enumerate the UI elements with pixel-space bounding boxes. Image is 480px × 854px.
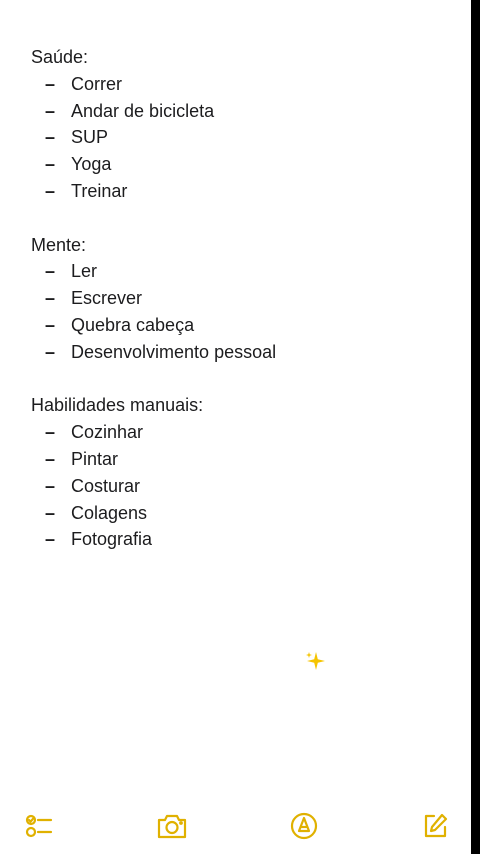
- screen-edge: [471, 0, 480, 854]
- list-item: – Quebra cabeça: [31, 312, 461, 339]
- compose-icon: [420, 811, 450, 841]
- markup-pen-icon: [289, 811, 319, 841]
- bottom-toolbar: [0, 800, 471, 854]
- list-item: – Correr: [31, 71, 461, 98]
- dash-bullet: –: [44, 448, 55, 469]
- section-mind: [31, 232, 461, 366]
- list-item: – Pintar: [31, 446, 461, 473]
- list-item: – Cozinhar: [31, 419, 461, 446]
- compose-button[interactable]: [419, 810, 451, 842]
- sparkle-icon: [305, 650, 327, 672]
- list-item: – SUP: [31, 124, 461, 151]
- dash-bullet: –: [44, 288, 55, 309]
- camera-icon: [156, 811, 188, 841]
- checklist-button[interactable]: [23, 810, 55, 842]
- camera-button[interactable]: [156, 810, 188, 842]
- list-item: – Escrever: [31, 285, 461, 312]
- list-item: – Desenvolvimento pessoal: [31, 339, 461, 366]
- section-heading: Mente:: [31, 234, 87, 255]
- note-body[interactable]: [31, 44, 461, 580]
- section-manual-skills: [31, 392, 461, 553]
- section-health: [31, 44, 461, 205]
- dash-bullet: –: [44, 529, 55, 550]
- list-item: – Andar de bicicleta: [31, 98, 461, 125]
- dash-bullet: –: [44, 502, 55, 523]
- section-heading: Saúde:: [31, 47, 89, 67]
- checklist-icon: [24, 811, 54, 841]
- dash-bullet: –: [44, 73, 55, 94]
- dash-bullet: –: [44, 314, 55, 335]
- list-item: – Treinar: [31, 178, 461, 205]
- dash-bullet: –: [44, 261, 55, 282]
- dash-bullet: –: [44, 100, 55, 121]
- dash-bullet: –: [44, 341, 55, 362]
- dash-bullet: –: [44, 154, 55, 175]
- dash-bullet: –: [44, 475, 55, 496]
- section-heading: Habilidades manuais:: [31, 395, 204, 416]
- markup-button[interactable]: [288, 810, 320, 842]
- list-item: – Fotografia: [31, 526, 461, 553]
- dash-bullet: –: [44, 180, 55, 201]
- list-item: – Yoga: [31, 151, 461, 178]
- dash-bullet: –: [44, 422, 55, 443]
- list-item: – Colagens: [31, 500, 461, 527]
- list-item: – Costurar: [31, 473, 461, 500]
- dash-bullet: –: [44, 127, 55, 148]
- list-item: – Ler: [31, 258, 461, 285]
